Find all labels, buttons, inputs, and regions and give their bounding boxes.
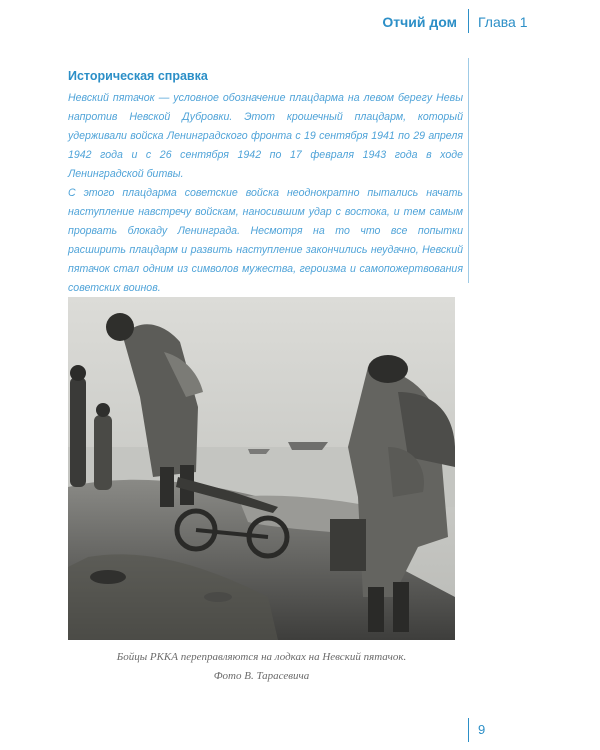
note-title: Историческая справка: [68, 69, 208, 83]
historical-note: [68, 69, 463, 298]
historical-photo: [68, 297, 455, 640]
footer-divider: [468, 718, 469, 742]
photo-caption: [68, 648, 455, 686]
note-paragraph: Невский пятачок — условное обозначение плацдарма на левом берегу Невы напротив Невской Дубровки. Этот крошечный плацдарм, который удерживали войска Ленинградского фронта с 19 сентября 1941 по 29 апреля 1942 года и с 26 сентября 1942 по 17 февраля 1943 года в ходе Ленинградской битвы.: [68, 92, 463, 180]
running-header-book-title: Отчий дом: [382, 14, 457, 30]
running-header-chapter: Глава 1: [478, 14, 528, 30]
photo-illustration: [68, 297, 455, 640]
note-paragraph: С этого плацдарма советские войска неоднократно пытались начать наступление навстречу войскам, наносившим удар с востока, и тем самым прорвать блокаду Ленинграда. Несмотря на то что все попытки расширить плацдарм и развить наступление закончились неудачно, Невский пятачок стал одним из символов мужества, героизма и самопожертвования советских воинов.: [68, 187, 463, 294]
note-divider: [468, 58, 469, 283]
page-number: 9: [478, 722, 486, 737]
header-divider: [468, 9, 469, 33]
photo-caption-line: Бойцы РККА переправляются на лодках на Невский пятачок.: [116, 651, 407, 663]
photo-credit: Фото В. Тарасевича: [213, 670, 310, 682]
